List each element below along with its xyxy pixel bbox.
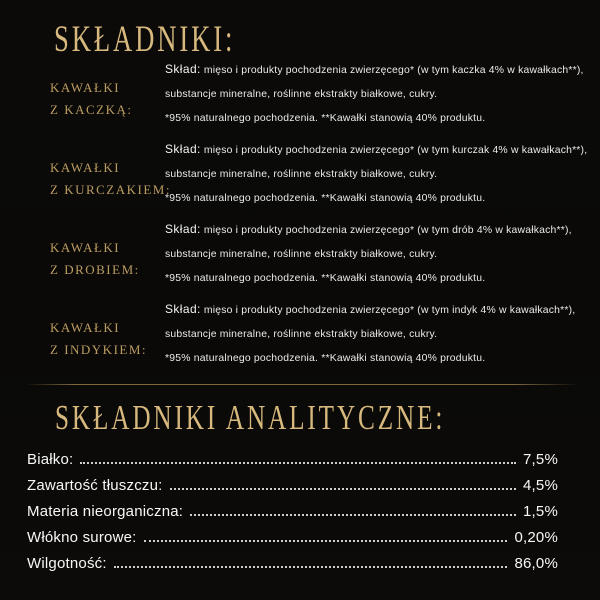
table-row bbox=[27, 477, 558, 503]
ingredient-section-duck bbox=[0, 57, 600, 135]
dotted-leader bbox=[170, 487, 516, 490]
section-label bbox=[50, 317, 147, 361]
composition-line1 bbox=[165, 297, 595, 323]
composition-line1-text: mięso i produkty pochodzenia zwierzęcego* (w tym drób 4% w kawałkach**), bbox=[203, 225, 572, 236]
section-label-line1: KAWAŁKI bbox=[50, 160, 121, 175]
analytical-table bbox=[27, 451, 558, 581]
composition-line1-text: mięso i produkty pochodzenia zwierzęcego* (w tym kurczak 4% w kawałkach**), bbox=[203, 145, 588, 156]
section-label bbox=[50, 77, 132, 121]
composition-line1 bbox=[165, 217, 595, 243]
composition-lead: Skład: bbox=[165, 62, 201, 76]
row-value: 1,5% bbox=[523, 503, 558, 520]
dotted-leader bbox=[80, 461, 516, 464]
composition-lead: Skład: bbox=[165, 222, 201, 236]
section-label-line1: KAWAŁKI bbox=[50, 80, 121, 95]
composition-lead: Skład: bbox=[165, 302, 201, 316]
section-label bbox=[50, 237, 140, 281]
section-label-line2: Z DROBIEM: bbox=[50, 262, 140, 277]
row-label: Materia nieorganiczna: bbox=[27, 503, 184, 520]
ingredient-section-poultry bbox=[0, 217, 600, 295]
row-label: Wilgotność: bbox=[27, 555, 107, 572]
ingredient-section-turkey bbox=[0, 297, 600, 375]
composition-lead: Skład: bbox=[165, 142, 201, 156]
footnote-line: *95% naturalnego pochodzenia. **Kawałki stanowią 40% produktu. bbox=[165, 273, 486, 284]
row-label: Zawartość tłuszczu: bbox=[27, 477, 163, 494]
section-divider bbox=[25, 384, 580, 385]
section-label bbox=[50, 157, 171, 201]
table-row bbox=[27, 555, 558, 581]
ingredient-section-chicken bbox=[0, 137, 600, 215]
section-composition bbox=[165, 217, 595, 291]
section-label-line1: KAWAŁKI bbox=[50, 240, 121, 255]
composition-line2: substancje mineralne, roślinne ekstrakty białkowe, cukry. bbox=[165, 249, 438, 260]
section-composition bbox=[165, 57, 595, 131]
composition-line1 bbox=[165, 137, 595, 163]
composition-line1 bbox=[165, 57, 595, 83]
composition-line2: substancje mineralne, roślinne ekstrakty białkowe, cukry. bbox=[165, 329, 438, 340]
row-value: 86,0% bbox=[514, 555, 558, 572]
section-label-line2: Z KACZKĄ: bbox=[50, 102, 133, 117]
analytical-title: SKŁADNIKI ANALITYCZNE: bbox=[55, 398, 446, 437]
ingredients-title: SKŁADNIKI: bbox=[54, 19, 236, 60]
section-composition bbox=[165, 297, 595, 371]
table-row bbox=[27, 503, 558, 529]
row-value: 4,5% bbox=[523, 477, 558, 494]
composition-line2: substancje mineralne, roślinne ekstrakty białkowe, cukry. bbox=[165, 89, 438, 100]
section-composition bbox=[165, 137, 595, 211]
row-value: 7,5% bbox=[523, 451, 558, 468]
row-value: 0,20% bbox=[514, 529, 558, 546]
dotted-leader bbox=[114, 565, 508, 568]
footnote-line: *95% naturalnego pochodzenia. **Kawałki stanowią 40% produktu. bbox=[165, 193, 486, 204]
section-label-line2: Z KURCZAKIEM: bbox=[50, 182, 171, 197]
footnote-line: *95% naturalnego pochodzenia. **Kawałki stanowią 40% produktu. bbox=[165, 113, 486, 124]
row-label: Włókno surowe: bbox=[27, 529, 137, 546]
composition-line1-text: mięso i produkty pochodzenia zwierzęcego* (w tym indyk 4% w kawałkach**), bbox=[203, 305, 576, 316]
composition-line2: substancje mineralne, roślinne ekstrakty białkowe, cukry. bbox=[165, 169, 438, 180]
section-label-line1: KAWAŁKI bbox=[50, 320, 121, 335]
section-label-line2: Z INDYKIEM: bbox=[50, 342, 148, 357]
dotted-leader bbox=[190, 513, 516, 516]
row-label: Białko: bbox=[27, 451, 74, 468]
table-row bbox=[27, 529, 558, 555]
dotted-leader bbox=[144, 539, 508, 542]
footnote-line: *95% naturalnego pochodzenia. **Kawałki stanowią 40% produktu. bbox=[165, 353, 486, 364]
table-row bbox=[27, 451, 558, 477]
composition-line1-text: mięso i produkty pochodzenia zwierzęcego* (w tym kaczka 4% w kawałkach**), bbox=[203, 65, 584, 76]
